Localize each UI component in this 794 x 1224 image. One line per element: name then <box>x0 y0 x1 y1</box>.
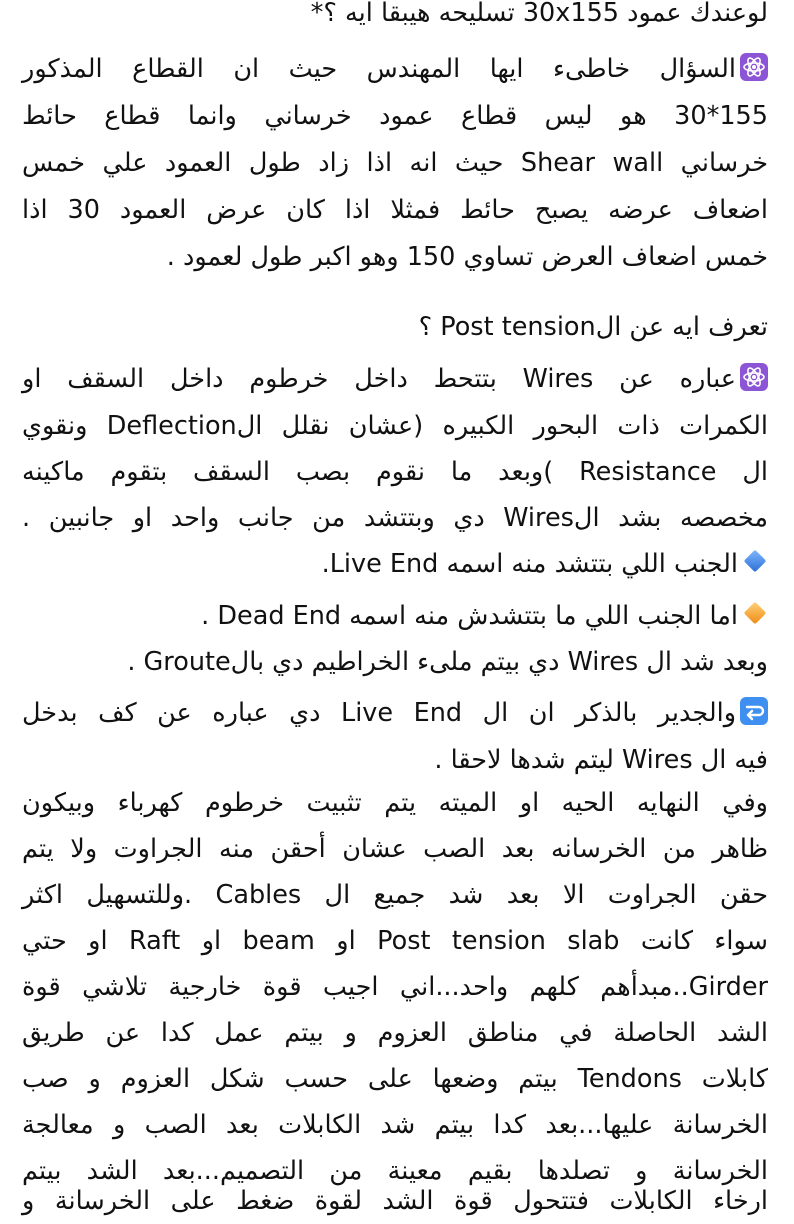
line-text: حقن الجراوت الا بعد شد جميع ال Cables .وللتسهيل اكثر <box>22 880 768 910</box>
text-line <box>22 304 768 350</box>
text-line <box>22 872 768 918</box>
line-text: ظاهر من الخرسانه بعد الصب عشان أحقن منه الجراوت ولا يتم <box>22 834 768 864</box>
line-text: سواء كانت Post tension slab او beam او Raft او حتي <box>22 926 769 956</box>
atom-symbol-icon <box>740 363 768 391</box>
atom-symbol-icon <box>740 53 768 81</box>
text-line <box>22 639 768 685</box>
text-line <box>22 593 768 639</box>
line-text: وبعد شد ال Wires دي بيتم ملىء الخراطيم دي بالGroute . <box>127 647 768 677</box>
text-line <box>22 46 768 92</box>
text-line <box>22 187 768 233</box>
text-line <box>22 964 768 1010</box>
text-line <box>22 93 768 139</box>
line-text: الجنب اللي بتتشد منه اسمه Live End. <box>321 549 738 579</box>
text-line <box>22 826 768 872</box>
line-text: السؤال خاطىء ايها المهندس حيث ان القطاع المذكور <box>22 54 736 84</box>
line-text: فيه ال Wires ليتم شدها لاحقا . <box>434 745 768 775</box>
line-text: 155*30 هو ليس قطاع عمود خرساني وانما قطاع حائط <box>22 101 768 131</box>
line-text: والجدير بالذكر ان ال Live End دي عباره عن كف بدخل <box>22 698 737 728</box>
line-text: عباره عن Wires بتتحط داخل خرطوم داخل السقف او <box>22 364 736 394</box>
text-line <box>22 234 768 280</box>
text-line <box>22 690 768 736</box>
text-line <box>22 737 768 783</box>
text-line <box>22 495 768 541</box>
line-text: الكمرات ذات البحور الكبيره (عشان نقلل الDeflection ونقوي <box>22 411 768 441</box>
text-line <box>22 356 768 402</box>
line-text: كابلات Tendons بيتم وضعها على حسب شكل العزوم و صب <box>22 1064 768 1094</box>
line-text: خرساني Shear wall حيث انه اذا زاد طول العمود علي خمس <box>22 148 768 178</box>
text-line <box>22 541 768 587</box>
line-text: وفي النهايه الحيه او الميته يتم تثبيت خرطوم كهرباء وبيكون <box>22 788 768 818</box>
text-line <box>22 0 768 36</box>
text-line <box>22 1056 768 1102</box>
line-text: الخرسانة عليها...بعد كدا بيتم شد الكابلات بعد الصب و معالجة <box>22 1110 768 1140</box>
text-line <box>22 449 768 495</box>
small-orange-diamond-icon <box>742 600 768 628</box>
text-line <box>22 780 768 826</box>
text-line <box>22 1102 768 1148</box>
text-line <box>22 140 768 186</box>
text-line <box>22 403 768 449</box>
text-line <box>22 1010 768 1056</box>
line-text: Girder..مبدأهم كلهم واحد...اني اجيب قوة خارجية تلاشي قوة <box>22 972 768 1002</box>
line-text: اضعاف عرضه يصبح حائط فمثلا اذا كان عرض العمود 30 اذا <box>22 195 768 225</box>
small-blue-diamond-icon <box>742 548 768 576</box>
line-text: تعرف ايه عن الPost tension ؟ <box>418 312 768 342</box>
line-text: مخصصه بشد الWires دي وبتتشد من جانب واحد او جانبين . <box>22 503 768 533</box>
line-text: لوعندك عمود 30x155 تسليحه هيبقا ايه ؟* <box>310 0 768 28</box>
text-line <box>22 1178 768 1224</box>
return-arrow-icon <box>740 697 768 725</box>
line-text: الشد الحاصلة في مناطق العزوم و بيتم عمل كدا عن طريق <box>22 1018 768 1048</box>
line-text: خمس اضعاف العرض تساوي 150 وهو اكبر طول لعمود . <box>166 242 768 272</box>
line-text: ال Resistance )وبعد ما نقوم بصب السقف بتقوم ماكينه <box>22 457 768 487</box>
line-text: اما الجنب اللي ما بتتشدش منه اسمه Dead End . <box>201 601 738 631</box>
line-text: الخرسانة و تصلدها بقيم معينة من التصميم...بعد الشد بيتم <box>22 1156 768 1186</box>
text-line <box>22 918 768 964</box>
line-text: ارخاء الكابلات فتتحول قوة الشد لقوة ضغط على الخرسانة و <box>22 1186 768 1216</box>
